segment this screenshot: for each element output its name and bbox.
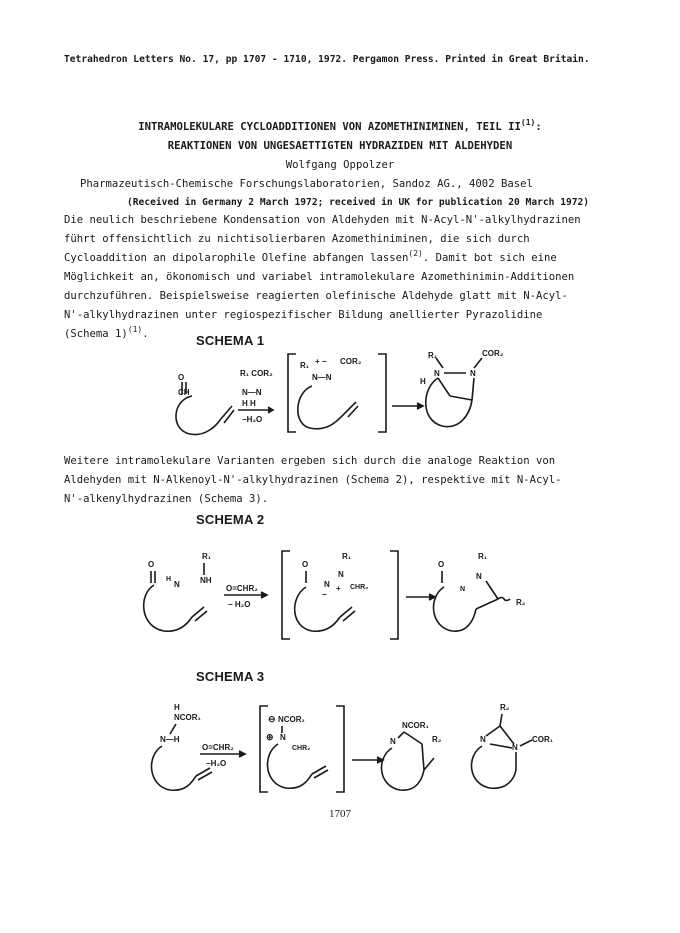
schema2-int-R1: R₁ xyxy=(342,552,352,561)
title-reference: (1) xyxy=(520,118,536,127)
schema2-O: O xyxy=(148,560,155,569)
schema2-diagram xyxy=(140,545,560,645)
schema1-prod-COR2: COR₂ xyxy=(482,349,504,358)
schema3-product1 xyxy=(382,721,442,790)
schema3-p1-R2: R₂ xyxy=(432,735,442,744)
schema2-int-plus: + xyxy=(336,584,341,593)
schema2-int-CHR2: CHR₂ xyxy=(350,584,369,591)
schema1-prod-R1: R₁ xyxy=(428,351,438,360)
schema1-int-charges: + − xyxy=(315,357,327,366)
para1-line4: Möglichkeit an, ökonomisch und variabel intramolekulare Azomethinimin-Additionen xyxy=(64,271,575,283)
article-title-line2: REAKTIONEN VON UNGESAETTIGTEN HYDRAZIDEN MIT ALDEHYDEN xyxy=(167,140,513,152)
schema1-int-NN: N—N xyxy=(312,373,332,382)
schema2-prod-N1: N xyxy=(476,572,482,581)
schema1-reagent-nn: N—N xyxy=(242,388,262,397)
schema2-int-N2: N xyxy=(324,580,330,589)
schema3-p1-NCOR1: NCOR₁ xyxy=(402,721,429,730)
schema1-reagent-top: R₁ COR₂ xyxy=(240,369,273,378)
title-text: INTRAMOLEKULARE CYCLOADDITIONEN VON AZOMETHINIMINEN, TEIL II xyxy=(138,121,521,133)
schema2-R1: R₁ xyxy=(202,552,212,561)
para1-line7 xyxy=(64,327,149,342)
schema2-NH: NH xyxy=(200,576,212,585)
schema1-label: SCHEMA 1 xyxy=(196,333,265,348)
schema1-prod-N1: N xyxy=(434,369,440,378)
schema1-prod-H: H xyxy=(420,377,426,386)
schema2-intermediate xyxy=(282,551,398,639)
para1-line2: führt offensichtlich zu nichtisolierbaren Azomethiniminen, die sich durch xyxy=(64,233,530,245)
schema2-N: N xyxy=(174,580,180,589)
schema2-int-minus: − xyxy=(322,590,327,599)
affiliation: Pharmazeutisch-Chemische Forschungslaboratorien, Sandoz AG., 4002 Basel xyxy=(80,178,533,190)
title-colon: : xyxy=(535,121,542,133)
schema2-reagent xyxy=(224,584,267,609)
schema1-aldehyde-O: O xyxy=(178,373,185,382)
schema2-prod-R2: R₂ xyxy=(516,598,526,607)
schema3-NCOR1: NCOR₁ xyxy=(174,713,201,722)
schema2-reagent-text: O=CHR₂ xyxy=(226,584,258,593)
schema1-int-COR2: COR₂ xyxy=(340,357,362,366)
schema1-reagent-hh: H H xyxy=(242,399,256,408)
reference-1: (1) xyxy=(127,325,143,334)
schema3-intermediate xyxy=(260,706,344,792)
article-title-line1 xyxy=(0,120,680,135)
schema3-reagent xyxy=(200,743,245,768)
journal-header: Tetrahedron Letters No. 17, pp 1707 - 1710, 1972. Pergamon Press. Printed in Great Britain. xyxy=(64,54,590,65)
schema1-aldehyde-CH: CH xyxy=(178,388,190,397)
schema3-p2-N2: N xyxy=(512,743,518,752)
schema1-intermediate xyxy=(288,354,386,432)
schema1-reference: (Schema 1) xyxy=(64,328,128,340)
schema1-diagram xyxy=(160,340,680,440)
schema1-int-R1: R₁ xyxy=(300,361,310,370)
schema3-label: SCHEMA 3 xyxy=(196,669,265,684)
schema2-start xyxy=(144,552,212,631)
schema3-p2-R2: R₂ xyxy=(500,703,510,712)
para1-line3-text: Cycloaddition an dipolarophile Olefine abfangen lassen xyxy=(64,252,409,264)
schema3-reagent-text: O=CHR₂ xyxy=(202,743,234,752)
schema1-aldehyde xyxy=(176,373,234,435)
para1-line6: N'-alkylhydrazinen unter regiospezifischer Bildung anellierter Pyrazolidine xyxy=(64,309,543,321)
schema1-reagent xyxy=(238,369,273,424)
schema3-int-N: N xyxy=(280,733,286,742)
para2-line3: N'-alkenylhydrazinen (Schema 3). xyxy=(64,493,269,505)
schema3-diagram xyxy=(140,700,610,795)
page-number: 1707 xyxy=(329,808,351,820)
schema1-minus-water: −H₂O xyxy=(242,415,263,424)
schema2-product xyxy=(434,552,526,631)
para1-line3 xyxy=(64,251,557,266)
schema2-arrow xyxy=(406,594,435,600)
schema2-label: SCHEMA 2 xyxy=(196,512,265,527)
schema3-int-CHR2: CHR₂ xyxy=(292,745,311,752)
para1-line3-tail: . Damit bot sich eine xyxy=(422,252,557,264)
schema3-p1-N: N xyxy=(390,737,396,746)
schema2-int-N1: N xyxy=(338,570,344,579)
schema2-int-O: O xyxy=(302,560,309,569)
schema3-p2-N1: N xyxy=(480,735,486,744)
schema2-prod-O: O xyxy=(438,560,445,569)
schema1-arrow xyxy=(392,403,423,409)
reference-2: (2) xyxy=(408,249,423,258)
schema1-prod-N2: N xyxy=(470,369,476,378)
para2-line2: Aldehyden mit N-Alkenoyl-N'-alkylhydrazinen (Schema 2), respektive mit N-Acyl- xyxy=(64,474,562,486)
schema1-product xyxy=(420,349,504,427)
schema2-prod-R1: R₁ xyxy=(478,552,488,561)
para1-line5: durchzuführen. Beispielsweise reagierten olefinische Aldehyde glatt mit N-Acyl- xyxy=(64,290,568,302)
schema3-NH: N—H xyxy=(160,735,180,744)
para2-line1: Weitere intramolekulare Varianten ergeben sich durch die analoge Reaktion von xyxy=(64,455,556,467)
schema3-int-NCOR1: NCOR₁ xyxy=(278,715,305,724)
schema3-int-minus: ⊖ xyxy=(268,714,276,724)
schema3-int-plus: ⊕ xyxy=(266,732,274,742)
schema3-p2-COR1: COR₁ xyxy=(532,735,554,744)
schema3-minus-water: −H₂O xyxy=(206,759,227,768)
para1-line1: Die neulich beschriebene Kondensation von Aldehyden mit N-Acyl-N'-alkylhydrazinen xyxy=(64,214,581,226)
schema2-H: H xyxy=(166,576,172,583)
author: Wolfgang Oppolzer xyxy=(285,159,395,171)
schema3-arrow xyxy=(352,757,383,763)
schema2-minus-water: − H₂O xyxy=(228,600,251,609)
schema3-H: H xyxy=(174,703,180,712)
schema2-prod-N2: N xyxy=(460,586,466,593)
para1-end: . xyxy=(142,328,149,340)
received-dates: (Received in Germany 2 March 1972; received in UK for publication 20 March 1972) xyxy=(127,197,590,208)
schema3-product2 xyxy=(472,703,554,788)
